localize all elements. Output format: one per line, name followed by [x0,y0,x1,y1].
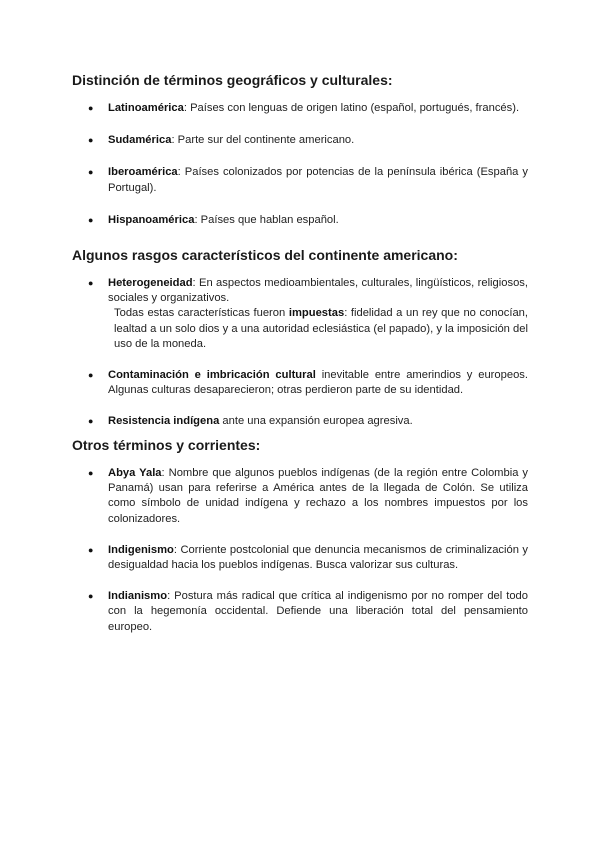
section-geographic-terms [72,71,528,245]
term-label: Sudamérica [108,134,172,147]
bullet-icon: ● [88,591,94,602]
list-item [72,165,528,195]
section-heading: Otros términos y corrientes: [72,437,261,453]
characteristic-list [72,276,528,430]
term-label: Contaminación e imbricación cultural [108,369,316,382]
section-characteristics [72,246,528,446]
list-item [72,589,528,635]
bullet-icon: ● [88,370,94,381]
emphasis-term: impuestas [288,307,345,320]
list-item [72,276,528,352]
sub-paragraph-text: Todas estas características fueron [114,307,289,320]
list-item [72,133,528,148]
term-definition: : Corriente postcolonial que denuncia mecanismos de criminalización y desigualdad hacia los pueblos indígenas. Busca valorizar sus culturas. [108,543,528,572]
term-label: Heterogeneidad [108,277,193,289]
bullet-icon: ● [88,468,94,478]
term-definition: : Países con lenguas de origen latino (español, portugués, francés). [183,102,520,114]
section-heading: Distinción de términos geográficos y culturales: [72,72,393,88]
term-label: Indigenismo [108,543,174,556]
term-definition: : Parte sur del continente americano. [171,134,355,147]
bullet-icon: ● [88,135,94,146]
list-item [72,414,528,429]
bullet-icon: ● [88,416,94,427]
term-definition: ante una expansión europea agresiva. [219,415,413,428]
term-list [72,466,528,635]
list-item [72,368,528,398]
list-item [72,101,528,116]
sub-paragraph [108,306,528,352]
term-label: Abya Yala [108,467,162,479]
term-definition: : Postura más radical que crítica al indigenismo por no romper del todo con la hegemonía occidental. Defiende una liberación total del pensamiento europeo. [108,590,528,633]
list-item [72,466,528,527]
term-definition: : Nombre que algunos pueblos indígenas (de la región entre Colombia y Panamá) usan para referirse a América antes de la llegada de Colón. Se utiliza como símbolo de unidad indígena y rechazo a los nombres impuestos por los colonizadores. [108,467,528,525]
term-label: Indianismo [108,590,168,603]
term-label: Hispanoamérica [108,213,195,226]
term-label: Iberoamérica [108,166,178,179]
list-item [72,213,528,228]
list-item [72,543,528,573]
bullet-icon: ● [88,544,94,555]
section-heading: Algunos rasgos característicos del continente americano: [72,247,458,263]
bullet-icon: ● [88,103,94,113]
bullet-icon: ● [88,167,94,178]
bullet-icon: ● [88,214,94,225]
section-other-terms [72,436,528,651]
term-list [72,101,528,228]
term-label: Resistencia indígena [108,415,220,428]
term-definition: : En aspectos medioambientales, culturales, lingüísticos, religiosos, sociales y organizativos. [108,277,528,305]
sub-paragraph-text: : fidelidad a un rey que no conocían, lealtad a un solo dios y a una autoridad eclesiástica (el papado), y la imposición del uso de la moneda. [114,307,528,350]
bullet-icon: ● [88,278,94,288]
term-definition: inevitable entre amerindios y europeos. Algunas culturas desaparecieron; otras perdieron parte de su identidad. [108,369,528,397]
term-definition: : Países colonizados por potencias de la península ibérica (España y Portugal). [108,166,528,194]
term-definition: : Países que hablan español. [194,213,339,226]
term-label: Latinoamérica [108,102,184,114]
